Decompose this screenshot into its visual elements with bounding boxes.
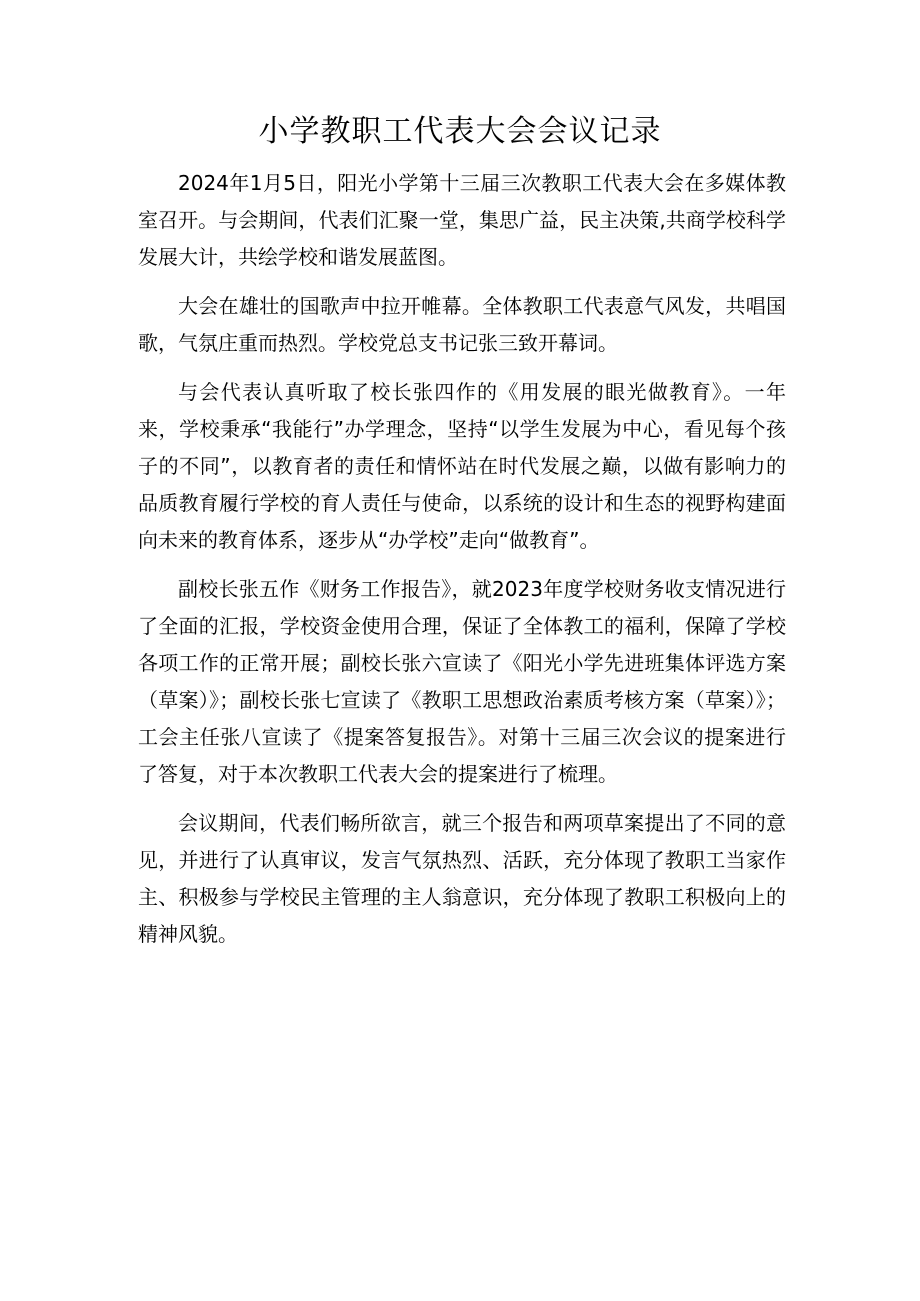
paragraph-reports: 副校长张五作《财务工作报告》，就2023年度学校财务收支情况进行了全面的汇报，学校资金使用合理，保证了全体教工的福利，保障了学校各项工作的正常开展；副校长张六宣读了《阳光小学先进班集体评选方案（草案）》；副校长张七宣读了《教职工思想政治素质考核方案（草案）》；工会主任张八宣读了《提案答复报告》。对第十三届三次会议的提案进行了答复，对于本次教职工代表大会的提案进行了梳理。	[138, 577, 786, 786]
document-body	[138, 165, 786, 965]
paragraph-principal-report: 与会代表认真听取了校长张四作的《用发展的眼光做教育》。一年来，学校秉承“我能行”办学理念，坚持“以学生发展为中心，看见每个孩子的不同”，以教育者的责任和情怀站在时代发展之巅，以做有影响力的品质教育履行学校的育人责任与使命，以系统的设计和生态的视野构建面向未来的教育体系，逐步从“办学校”走向“做教育”。	[138, 380, 786, 552]
paragraph-meeting-opening: 2024年1月5日，阳光小学第十三届三次教职工代表大会在多媒体教室召开。与会期间，代表们汇聚一堂，集思广益，民主决策,共商学校科学发展大计，共绘学校和谐发展蓝图。	[138, 171, 786, 269]
paragraph-discussion: 会议期间，代表们畅所欲言，就三个报告和两项草案提出了不同的意见，并进行了认真审议，发言气氛热烈、活跃，充分体现了教职工当家作主、积极参与学校民主管理的主人翁意识，充分体现了教职工积极向上的精神风貌。	[138, 811, 786, 946]
document-title: 小学教职工代表大会会议记录	[258, 114, 662, 149]
paragraph-anthem: 大会在雄壮的国歌声中拉开帷幕。全体教职工代表意气风发，共唱国歌，气氛庄重而热烈。学校党总支书记张三致开幕词。	[138, 294, 786, 355]
